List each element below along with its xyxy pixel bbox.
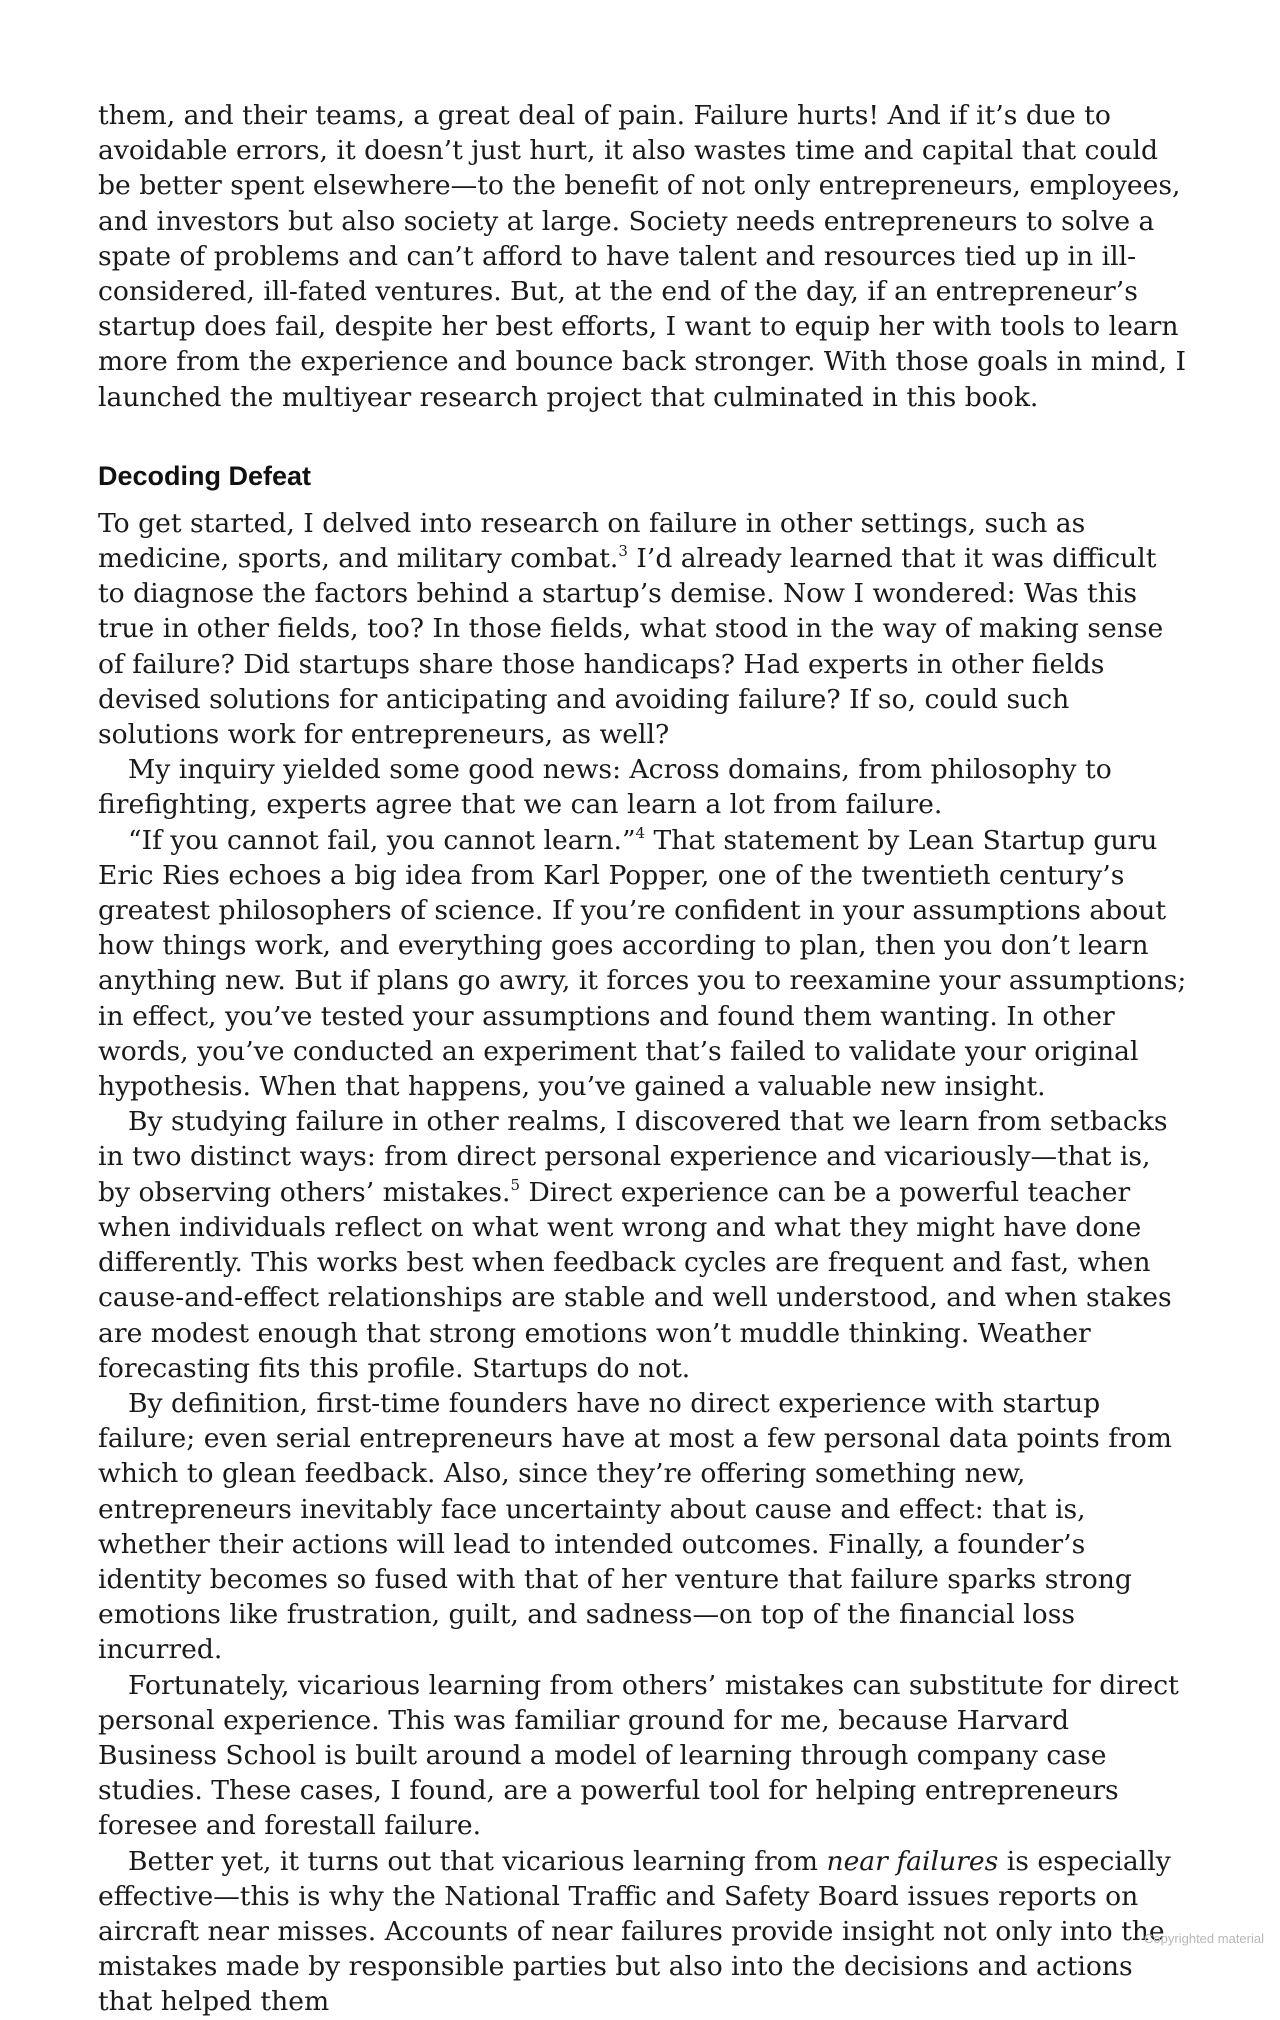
paragraph-3-quote: “If you cannot fail, you cannot learn.” (128, 824, 636, 856)
paragraph-5: By definition, first-time founders have no direct experience with startup failure; even serial entrepreneurs have at most a few personal data points from which to glean feedback. Also, since they’re offering something new, entrepreneurs inevitably face uncertainty about cause and effect: that is, whether their actions will lead to intended outcomes. Finally, a founder’s identity becomes so fused with that of her venture that failure sparks strong emotions like frustration, guilt, and sadness—on top of the financial loss incurred. (98, 1387, 1172, 1666)
endnote-ref-5[interactable]: 5 (510, 1175, 521, 1194)
paragraph-1 (98, 506, 1188, 752)
paragraph-intro: them, and their teams, a great deal of pain. Failure hurts! And if it’s due to avoidable errors, it doesn’t just hurt, it also wastes time and capital that could be better spent elsewhere—to the benefit of not only entrepreneurs, employees, and investors but also society at large. Society needs entrepreneurs to solve a spate of problems and can’t afford to have talent and resources tied up in ill-considered, ill-fated ventures. But, at the end of the day, if an entrepreneur’s startup does fail, despite her best efforts, I want to equip her with tools to learn more from the experience and bounce back stronger. With those goals in mind, I launched the multiyear research project that culminated in this book. (98, 100, 1187, 413)
paragraph-1-text-a: To get started, I delved into research on failure in other settings, such as medicine, sports, and military combat. (98, 507, 1086, 575)
paragraph-7-text-b: is especially effective—this is why the National Traffic and Safety Board issues reports on aircraft near misses. Accounts of near failures provide insight not only into the mistakes made by responsible parties but also into the decisions and actions that helped them (98, 1845, 1171, 2018)
paragraph-6: Fortunately, vicarious learning from others’ mistakes can substitute for direct personal experience. This was familiar ground for me, because Harvard Business School is built around a model of learning through company case studies. These cases, I found, are a powerful tool for helping entrepreneurs foresee and forestall failure. (98, 1669, 1179, 1842)
paragraph-7-emphasis: near failures (826, 1845, 999, 1877)
paragraph-4-text-b: Direct experience can be a powerful teacher when individuals reflect on what went wrong and what they might have done differently. This works best when feedback cycles are frequent and fast, when cause-and-effect relationships are stable and well understood, and when stakes are modest enough that strong emotions won’t muddle thinking. Weather forecasting fits this profile. Startups do not. (98, 1176, 1172, 1384)
paragraph-7 (98, 1844, 1188, 2020)
section-heading: Decoding Defeat (98, 460, 312, 491)
paragraph-4 (98, 1104, 1188, 1386)
paragraph-2: My inquiry yielded some good news: Across domains, from philosophy to firefighting, experts agree that we can learn a lot from failure. (98, 754, 1112, 821)
endnote-ref-3[interactable]: 3 (618, 542, 628, 561)
paragraph-7-text-a: Better yet, it turns out that vicarious learning from (128, 1845, 827, 1877)
paragraph-3-text: That statement by Lean Startup guru Eric Ries echoes a big idea from Karl Popper, one of the twentieth century’s greatest philosophers of science. If you’re confident in your assumptions about how things work, and everything goes according to plan, then you don’t learn anything new. But if plans go awry, it forces you to reexamine your assumptions; in effect, you’ve tested your assumptions and found them wanting. In other words, you’ve conducted an experiment that’s failed to validate your original hypothesis. When that happens, you’ve gained a valuable new insight. (98, 824, 1187, 1103)
paragraph-1-text-b: I’d already learned that it was difficult to diagnose the factors behind a startup’s demise. Now I wondered: Was this true in other fields, too? In those fields, what stood in the way of making sense of failure? Did startups share those handicaps? Had experts in other fields devised solutions for anticipating and avoiding failure? If so, could such solutions work for entrepreneurs, as well? (98, 543, 1164, 751)
copyright-watermark: Copyrighted material (1144, 1931, 1264, 1946)
book-page-body (98, 98, 1188, 2020)
paragraph-4-text-a: By studying failure in other realms, I discovered that we learn from setbacks in two distinct ways: from direct personal experience and vicariously—that is, by observing others’ mistakes. (98, 1106, 1168, 1208)
endnote-ref-4[interactable]: 4 (635, 823, 646, 842)
paragraph-3 (98, 823, 1188, 1105)
